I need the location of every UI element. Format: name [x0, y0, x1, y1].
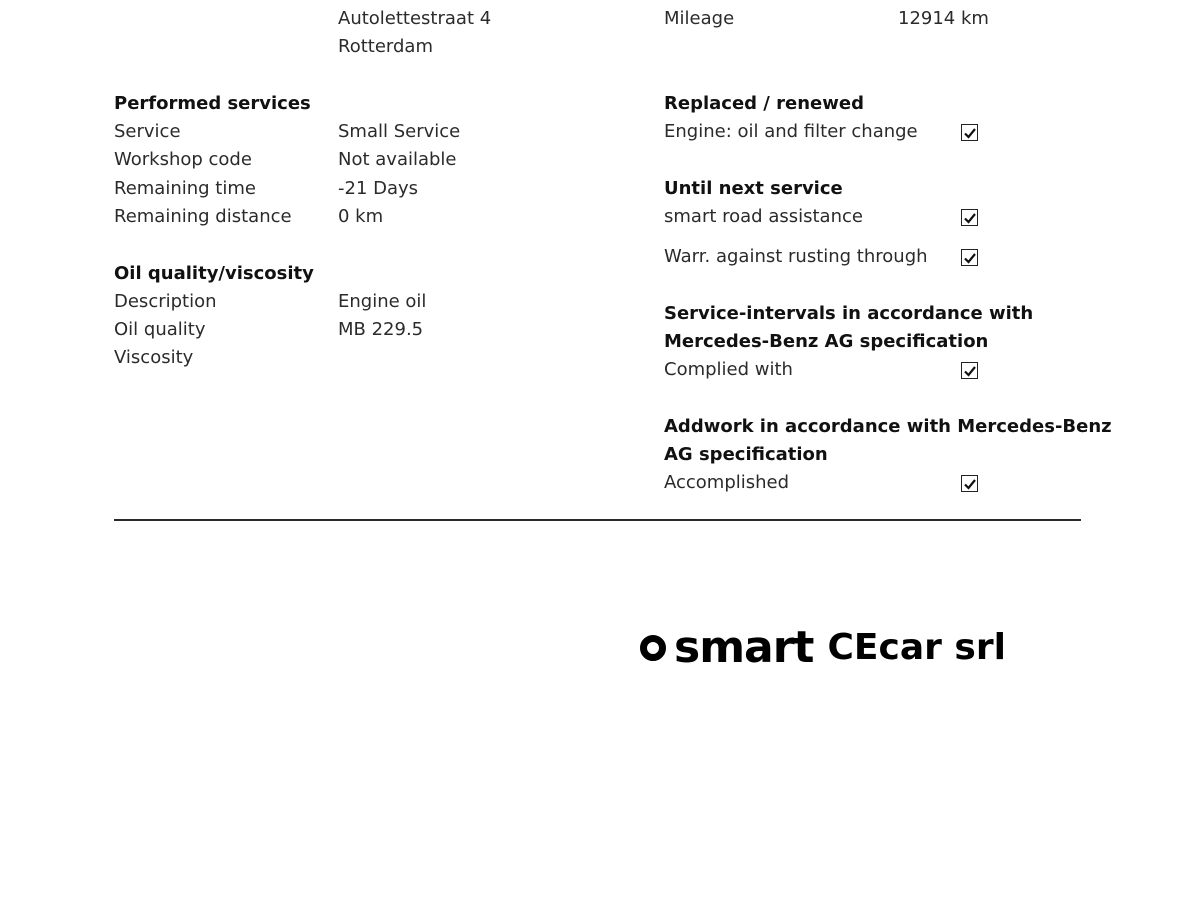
- stamp-dealer-name: CEcar srl: [827, 627, 1006, 668]
- stamp-brand: smart: [674, 622, 814, 673]
- road-assistance-checkbox: [961, 209, 978, 226]
- remaining-distance-value: 0 km: [338, 206, 384, 227]
- remaining-time-label: Remaining time: [114, 178, 256, 199]
- addwork-heading-line2: AG specification: [664, 444, 828, 465]
- oil-filter-change-checkbox: [961, 124, 978, 141]
- next-service-heading: Until next service: [664, 178, 843, 199]
- address-street: Autolettestraat 4: [338, 8, 492, 29]
- viscosity-label: Viscosity: [114, 347, 194, 368]
- workshop-code-value: Not available: [338, 149, 457, 170]
- performed-services-heading: Performed services: [114, 93, 311, 114]
- checkmark-icon: [963, 477, 977, 491]
- section-divider: [114, 519, 1081, 521]
- intervals-heading-line2: Mercedes-Benz AG specification: [664, 331, 989, 352]
- checkmark-icon: [963, 211, 977, 225]
- workshop-code-label: Workshop code: [114, 149, 252, 170]
- mileage-label: Mileage: [664, 8, 735, 29]
- addwork-heading-line1: Addwork in accordance with Mercedes-Benz: [664, 416, 1112, 437]
- oil-quality-value: MB 229.5: [338, 319, 424, 340]
- rust-warranty-checkbox: [961, 249, 978, 266]
- address-city: Rotterdam: [338, 36, 433, 57]
- oil-description-label: Description: [114, 291, 217, 312]
- smart-logo-icon: [640, 635, 666, 661]
- dealer-stamp: [640, 618, 1006, 678]
- rust-warranty-label: Warr. against rusting through: [664, 246, 928, 267]
- checkmark-icon: [963, 364, 977, 378]
- service-label: Service: [114, 121, 181, 142]
- accomplished-checkbox: [961, 475, 978, 492]
- mileage-value: 12914 km: [898, 8, 989, 29]
- remaining-distance-label: Remaining distance: [114, 206, 292, 227]
- oil-description-value: Engine oil: [338, 291, 427, 312]
- checkmark-icon: [963, 126, 977, 140]
- oil-heading: Oil quality/viscosity: [114, 263, 314, 284]
- remaining-time-value: -21 Days: [338, 178, 419, 199]
- oil-quality-label: Oil quality: [114, 319, 206, 340]
- intervals-heading-line1: Service-intervals in accordance with: [664, 303, 1034, 324]
- complied-with-label: Complied with: [664, 359, 793, 380]
- service-value: Small Service: [338, 121, 461, 142]
- complied-with-checkbox: [961, 362, 978, 379]
- checkmark-icon: [963, 251, 977, 265]
- oil-filter-change-label: Engine: oil and filter change: [664, 121, 918, 142]
- road-assistance-label: smart road assistance: [664, 206, 863, 227]
- replaced-heading: Replaced / renewed: [664, 93, 864, 114]
- accomplished-label: Accomplished: [664, 472, 790, 493]
